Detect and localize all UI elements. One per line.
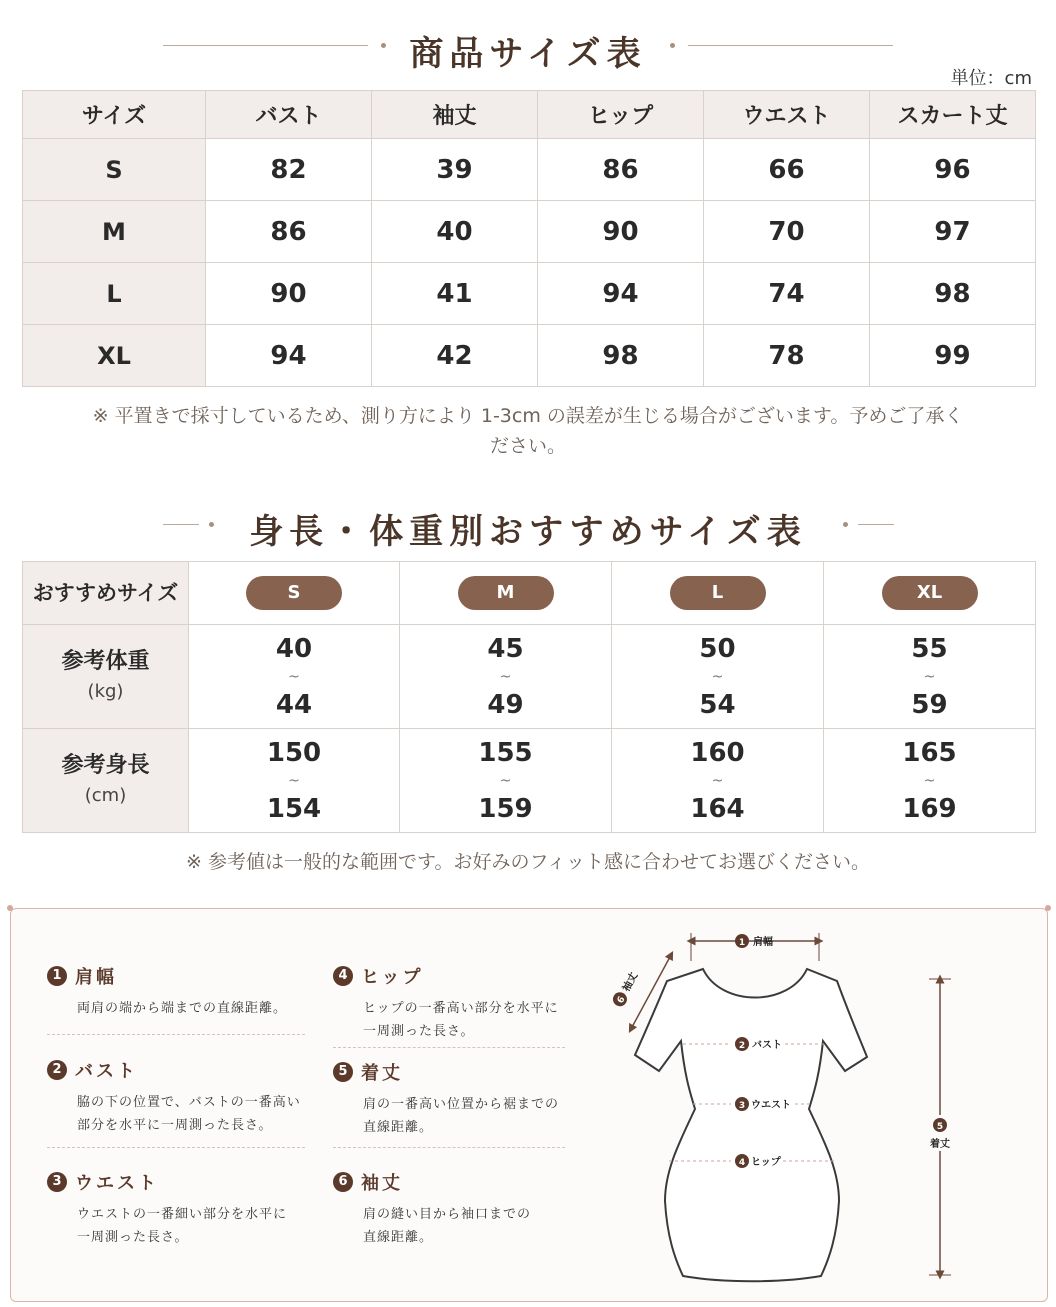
- table-cell: 98: [538, 325, 704, 387]
- height-unit: (cm): [84, 784, 127, 806]
- guide-item-waist: [47, 1169, 309, 1249]
- table-cell: 99: [870, 325, 1036, 387]
- header-cell: スカート丈: [870, 91, 1036, 139]
- divider: [47, 1034, 305, 1035]
- label-num-sleeve: 6: [615, 995, 628, 1006]
- range-min: 45: [487, 633, 524, 664]
- table-cell: 78: [704, 325, 870, 387]
- guide-item-desc: [77, 1203, 309, 1249]
- dress-diagram: [591, 919, 1031, 1294]
- panel-corner-dot: [1045, 905, 1051, 911]
- table-cell: 94: [538, 263, 704, 325]
- weight-label: 参考体重: [61, 648, 150, 674]
- size-pill-cell: [824, 562, 1036, 625]
- size-pill: XL: [882, 576, 978, 610]
- range-max: 49: [487, 689, 524, 720]
- height-label: 参考身長: [61, 752, 150, 778]
- guide-item-bust: [47, 1057, 309, 1137]
- desc-line: 部分を水平に一周測った長さ。: [77, 1118, 273, 1133]
- weight-range: [400, 625, 612, 729]
- table-cell: 40: [372, 201, 538, 263]
- range-max: 154: [266, 793, 322, 824]
- size-chart-title: 商品サイズ表: [409, 34, 647, 74]
- table-row: [23, 263, 1036, 325]
- step-number: 2: [47, 1060, 67, 1080]
- weight-unit: (kg): [87, 680, 124, 702]
- desc-line: 両肩の端から端までの直線距離。: [77, 1001, 288, 1016]
- range-max: 164: [690, 793, 745, 824]
- guide-item-title: 着丈: [361, 1063, 403, 1084]
- table-cell: 97: [870, 201, 1036, 263]
- guide-item-shoulder: [47, 963, 309, 1020]
- height-row: [23, 729, 1036, 833]
- label-shoulder: 肩幅: [753, 937, 773, 948]
- tilde: ~: [288, 772, 300, 789]
- size-label: S: [23, 139, 206, 201]
- step-number: 3: [47, 1172, 67, 1192]
- divider: [47, 1147, 305, 1148]
- guide-item-desc: [363, 1203, 595, 1249]
- size-pill-cell: [400, 562, 612, 625]
- header-cell: サイズ: [23, 91, 206, 139]
- height-range: [189, 729, 400, 833]
- size-note: [0, 401, 1056, 461]
- guide-item-title: バスト: [75, 1061, 138, 1082]
- range-min: 50: [699, 633, 736, 664]
- range-max: 169: [902, 793, 957, 824]
- range-max: 54: [699, 689, 736, 720]
- tilde: ~: [923, 772, 936, 789]
- guide-item-desc: [77, 997, 309, 1020]
- divider: [333, 1047, 565, 1048]
- table-cell: 86: [206, 201, 372, 263]
- tilde: ~: [499, 772, 512, 789]
- label-num-waist: 3: [738, 1101, 746, 1111]
- recommend-header-row: [23, 562, 1036, 625]
- desc-line: ウエストの一番細い部分を水平に: [77, 1207, 288, 1222]
- range-min: 40: [275, 633, 313, 664]
- title-dot-right: [670, 43, 675, 48]
- title-line-right: [688, 45, 893, 46]
- size-note-line2: ださい。: [489, 435, 566, 457]
- size-label: M: [23, 201, 206, 263]
- size-pill: M: [458, 576, 554, 610]
- sleeve-label-group: [610, 969, 640, 1008]
- range-min: 150: [266, 737, 322, 768]
- weight-range: [824, 625, 1036, 729]
- guide-item-desc: [363, 997, 595, 1043]
- label-bust: バスト: [752, 1040, 782, 1051]
- label-num-bust: 2: [738, 1041, 746, 1051]
- table-row: [23, 139, 1036, 201]
- header-cell: バスト: [206, 91, 372, 139]
- guide-item-desc: [363, 1093, 595, 1139]
- range-min: 155: [478, 737, 533, 768]
- range-max: 159: [478, 793, 533, 824]
- recommend-note: ※ 参考値は一般的な範囲です。お好みのフィット感に合わせてお選びください。: [186, 851, 870, 873]
- size-note-line1: ※ 平置きで採寸しているため、測り方により 1-3cm の誤差が生じる場合がございます。予めご了承く: [92, 405, 964, 427]
- size-table-header: [23, 91, 1036, 139]
- label-waist: ウエスト: [751, 1100, 791, 1111]
- guide-item-length: [333, 1059, 595, 1139]
- desc-line: 直線距離。: [363, 1120, 434, 1135]
- desc-line: 一周測った長さ。: [77, 1230, 189, 1245]
- panel-corner-dot: [7, 905, 13, 911]
- table-cell: 86: [538, 139, 704, 201]
- label-length: 着丈: [930, 1139, 950, 1150]
- weight-label-cell: [23, 625, 189, 729]
- guide-item-title: ヒップ: [361, 967, 424, 988]
- step-number: 6: [333, 1172, 353, 1192]
- size-table: [22, 90, 1036, 387]
- title2-dot-right: [843, 522, 848, 527]
- range-min: 165: [902, 737, 957, 768]
- table-row: [23, 201, 1036, 263]
- guide-item-desc: [77, 1091, 309, 1137]
- table-cell: 70: [704, 201, 870, 263]
- guide-item-title: 肩幅: [75, 967, 117, 988]
- measure-guide-panel: [10, 908, 1048, 1302]
- step-number: 5: [333, 1062, 353, 1082]
- header-cell: ウエスト: [704, 91, 870, 139]
- table-cell: 98: [870, 263, 1036, 325]
- height-label-cell: [23, 729, 189, 833]
- label-num-shoulder: 1: [738, 938, 746, 948]
- table-cell: 96: [870, 139, 1036, 201]
- recommend-header-label: おすすめサイズ: [23, 562, 189, 625]
- desc-line: ヒップの一番高い部分を水平に: [363, 1001, 559, 1016]
- recommend-table: [22, 561, 1036, 833]
- recommend-title: 身長・体重別おすすめサイズ表: [249, 512, 807, 552]
- divider: [333, 1147, 565, 1148]
- table-cell: 90: [206, 263, 372, 325]
- dress-outline: [635, 969, 867, 1281]
- range-min: 55: [911, 633, 948, 664]
- tilde: ~: [923, 668, 936, 685]
- desc-line: 肩の縫い目から袖口までの: [363, 1207, 532, 1222]
- range-min: 160: [690, 737, 745, 768]
- weight-range: [612, 625, 824, 729]
- tilde: ~: [711, 772, 724, 789]
- header-cell: ヒップ: [538, 91, 704, 139]
- guide-item-sleeve: [333, 1169, 595, 1249]
- table-cell: 90: [538, 201, 704, 263]
- guide-item-title: ウエスト: [75, 1173, 159, 1194]
- label-num-length: 5: [936, 1122, 944, 1132]
- height-range: [612, 729, 824, 833]
- tilde: ~: [288, 668, 300, 685]
- desc-line: 脇の下の位置で、バストの一番高い: [77, 1095, 301, 1110]
- size-label: L: [23, 263, 206, 325]
- step-number: 4: [333, 966, 353, 986]
- size-pill: S: [246, 576, 342, 610]
- table-cell: 66: [704, 139, 870, 201]
- header-cell: 袖丈: [372, 91, 538, 139]
- table-cell: 39: [372, 139, 538, 201]
- guide-item-title: 袖丈: [361, 1173, 403, 1194]
- weight-range: [189, 625, 400, 729]
- height-range: [824, 729, 1036, 833]
- desc-line: 一周測った長さ。: [363, 1024, 475, 1039]
- range-max: 59: [911, 689, 948, 720]
- label-hip: ヒップ: [751, 1157, 781, 1168]
- table-cell: 74: [704, 263, 870, 325]
- guide-item-hip: [333, 963, 595, 1043]
- desc-line: 直線距離。: [363, 1230, 434, 1245]
- range-max: 44: [275, 689, 313, 720]
- tilde: ~: [711, 668, 724, 685]
- size-pill-cell: [612, 562, 824, 625]
- unit-label: 単位：cm: [950, 68, 1032, 89]
- desc-line: 肩の一番高い位置から裾までの: [363, 1097, 560, 1112]
- table-cell: 82: [206, 139, 372, 201]
- size-pill-cell: [189, 562, 400, 625]
- table-cell: 42: [372, 325, 538, 387]
- tilde: ~: [499, 668, 512, 685]
- label-sleeve: 袖丈: [621, 970, 641, 994]
- weight-row: [23, 625, 1036, 729]
- table-row: [23, 325, 1036, 387]
- label-num-hip: 4: [738, 1158, 746, 1168]
- height-range: [400, 729, 612, 833]
- table-cell: 41: [372, 263, 538, 325]
- step-number: 1: [47, 966, 67, 986]
- size-label: XL: [23, 325, 206, 387]
- size-pill: L: [670, 576, 766, 610]
- title2-line-right: [858, 524, 894, 525]
- table-cell: 94: [206, 325, 372, 387]
